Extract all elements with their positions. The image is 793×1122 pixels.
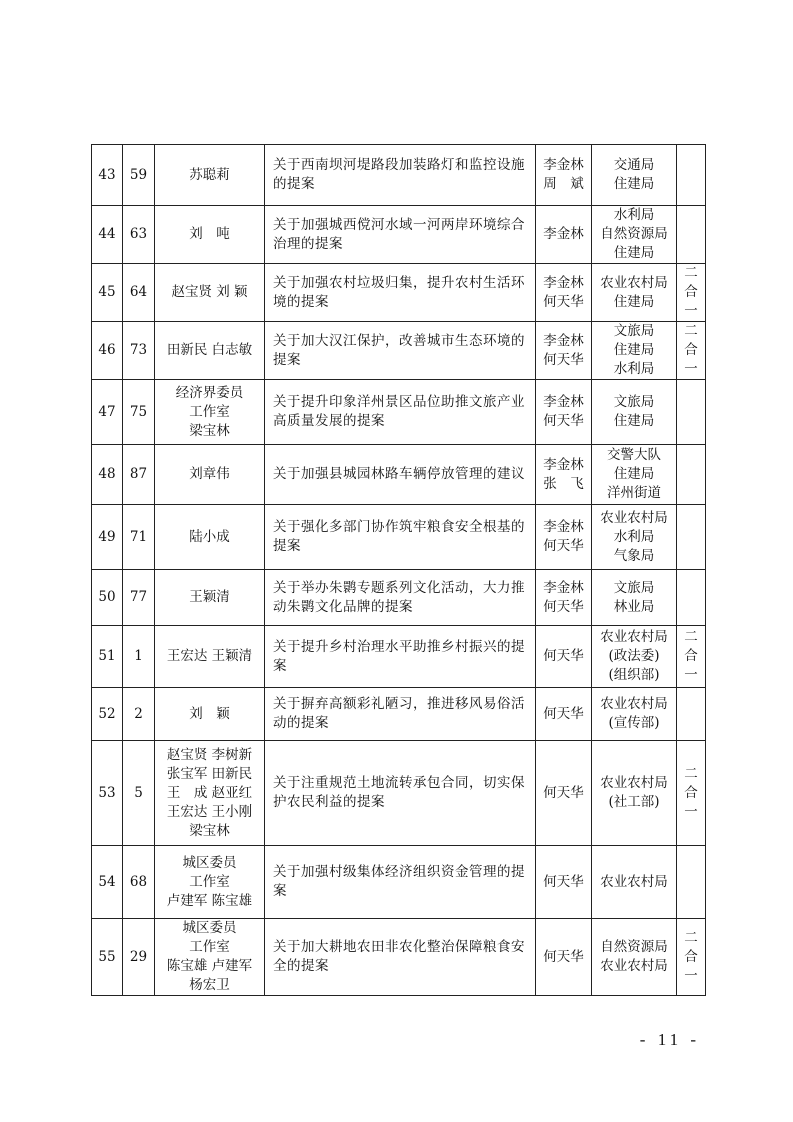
proposal-number: 63 [123, 206, 155, 264]
responsible-leader: 何天华 [536, 688, 592, 741]
proposal-number: 2 [123, 688, 155, 741]
responsible-leader: 李金林 何天华 [536, 322, 592, 380]
seq-number: 46 [92, 322, 123, 380]
table-row [92, 688, 706, 741]
seq-number: 51 [92, 626, 123, 688]
proposer: 经济界委员 工作室 梁宝林 [155, 380, 265, 445]
proposal-number: 64 [123, 264, 155, 322]
page-number: - 11 - [639, 1030, 700, 1049]
table-row [92, 570, 706, 626]
responsible-leader: 李金林 何天华 [536, 264, 592, 322]
proposer: 苏聪莉 [155, 145, 265, 206]
proposal-number: 87 [123, 445, 155, 505]
seq-number: 53 [92, 741, 123, 846]
table-row [92, 380, 706, 445]
proposal-title: 关于加大汉江保护，改善城市生态环境的提案 [265, 322, 536, 380]
proposer: 陆小成 [155, 505, 265, 570]
proposal-number: 75 [123, 380, 155, 445]
proposal-title: 关于加强县城园林路车辆停放管理的建议 [265, 445, 536, 505]
proposal-title: 关于加强村级集体经济组织资金管理的提案 [265, 846, 536, 919]
handling-department: 水利局 自然资源局 住建局 [592, 206, 677, 264]
responsible-leader: 李金林 何天华 [536, 380, 592, 445]
responsible-leader: 李金林 何天华 [536, 570, 592, 626]
merge-note [677, 206, 706, 264]
proposal-title: 关于提升印象洋州景区品位助推文旅产业高质量发展的提案 [265, 380, 536, 445]
proposal-table [91, 144, 706, 996]
seq-number: 48 [92, 445, 123, 505]
handling-department: 交通局 住建局 [592, 145, 677, 206]
table-row [92, 846, 706, 919]
merge-note: 二 合 一 [677, 626, 706, 688]
proposal-number: 68 [123, 846, 155, 919]
seq-number: 52 [92, 688, 123, 741]
merge-note: 二 合 一 [677, 264, 706, 322]
table-row [92, 322, 706, 380]
merge-note: 二 合 一 [677, 322, 706, 380]
proposer: 王颖清 [155, 570, 265, 626]
handling-department: 农业农村局 (政法委) (组织部) [592, 626, 677, 688]
handling-department: 农业农村局 (社工部) [592, 741, 677, 846]
proposer: 王宏达 王颖清 [155, 626, 265, 688]
proposer: 刘 吨 [155, 206, 265, 264]
seq-number: 45 [92, 264, 123, 322]
handling-department: 农业农村局 水利局 气象局 [592, 505, 677, 570]
proposal-number: 29 [123, 919, 155, 996]
handling-department: 农业农村局 住建局 [592, 264, 677, 322]
responsible-leader: 李金林 张 飞 [536, 445, 592, 505]
proposal-number: 5 [123, 741, 155, 846]
proposal-title: 关于西南坝河堤路段加装路灯和监控设施的提案 [265, 145, 536, 206]
handling-department: 文旅局 住建局 [592, 380, 677, 445]
merge-note [677, 688, 706, 741]
handling-department: 农业农村局 (宣传部) [592, 688, 677, 741]
table-row [92, 626, 706, 688]
proposal-number: 77 [123, 570, 155, 626]
table-row [92, 505, 706, 570]
seq-number: 44 [92, 206, 123, 264]
proposal-number: 71 [123, 505, 155, 570]
proposal-title: 关于加强农村垃圾归集，提升农村生活环境的提案 [265, 264, 536, 322]
responsible-leader: 何天华 [536, 846, 592, 919]
handling-department: 自然资源局 农业农村局 [592, 919, 677, 996]
merge-note: 二 合 一 [677, 741, 706, 846]
responsible-leader: 何天华 [536, 919, 592, 996]
merge-note [677, 445, 706, 505]
table-row [92, 445, 706, 505]
seq-number: 54 [92, 846, 123, 919]
responsible-leader: 何天华 [536, 626, 592, 688]
proposer: 刘章伟 [155, 445, 265, 505]
merge-note [677, 145, 706, 206]
proposer: 田新民 白志敏 [155, 322, 265, 380]
proposal-title: 关于摒弃高额彩礼陋习，推进移风易俗活动的提案 [265, 688, 536, 741]
proposal-title: 关于注重规范土地流转承包合同，切实保护农民利益的提案 [265, 741, 536, 846]
proposal-title: 关于提升乡村治理水平助推乡村振兴的提案 [265, 626, 536, 688]
handling-department: 文旅局 林业局 [592, 570, 677, 626]
handling-department: 农业农村局 [592, 846, 677, 919]
seq-number: 47 [92, 380, 123, 445]
responsible-leader: 李金林 周 斌 [536, 145, 592, 206]
responsible-leader: 何天华 [536, 741, 592, 846]
proposal-title: 关于举办朱鹮专题系列文化活动，大力推动朱鹮文化品牌的提案 [265, 570, 536, 626]
proposal-title: 关于加大耕地农田非农化整治保障粮食安全的提案 [265, 919, 536, 996]
handling-department: 交警大队 住建局 洋州街道 [592, 445, 677, 505]
table-row [92, 741, 706, 846]
seq-number: 50 [92, 570, 123, 626]
table-row [92, 264, 706, 322]
seq-number: 49 [92, 505, 123, 570]
table-row [92, 206, 706, 264]
merge-note [677, 846, 706, 919]
proposer: 城区委员 工作室 卢建军 陈宝雄 [155, 846, 265, 919]
proposer: 赵宝贤 刘 颖 [155, 264, 265, 322]
responsible-leader: 李金林 [536, 206, 592, 264]
merge-note: 二 合 一 [677, 919, 706, 996]
proposal-number: 73 [123, 322, 155, 380]
merge-note [677, 380, 706, 445]
proposer: 刘 颖 [155, 688, 265, 741]
proposal-number: 59 [123, 145, 155, 206]
proposal-title: 关于强化多部门协作筑牢粮食安全根基的提案 [265, 505, 536, 570]
seq-number: 43 [92, 145, 123, 206]
proposer: 城区委员 工作室 陈宝雄 卢建军 杨宏卫 [155, 919, 265, 996]
proposer: 赵宝贤 李树新 张宝军 田新民 王 成 赵亚红 王宏达 王小刚 梁宝林 [155, 741, 265, 846]
table-row [92, 145, 706, 206]
merge-note [677, 570, 706, 626]
proposal-number: 1 [123, 626, 155, 688]
seq-number: 55 [92, 919, 123, 996]
merge-note [677, 505, 706, 570]
proposal-title: 关于加强城西傥河水域一河两岸环境综合治理的提案 [265, 206, 536, 264]
table-row [92, 919, 706, 996]
handling-department: 文旅局 住建局 水利局 [592, 322, 677, 380]
responsible-leader: 李金林 何天华 [536, 505, 592, 570]
